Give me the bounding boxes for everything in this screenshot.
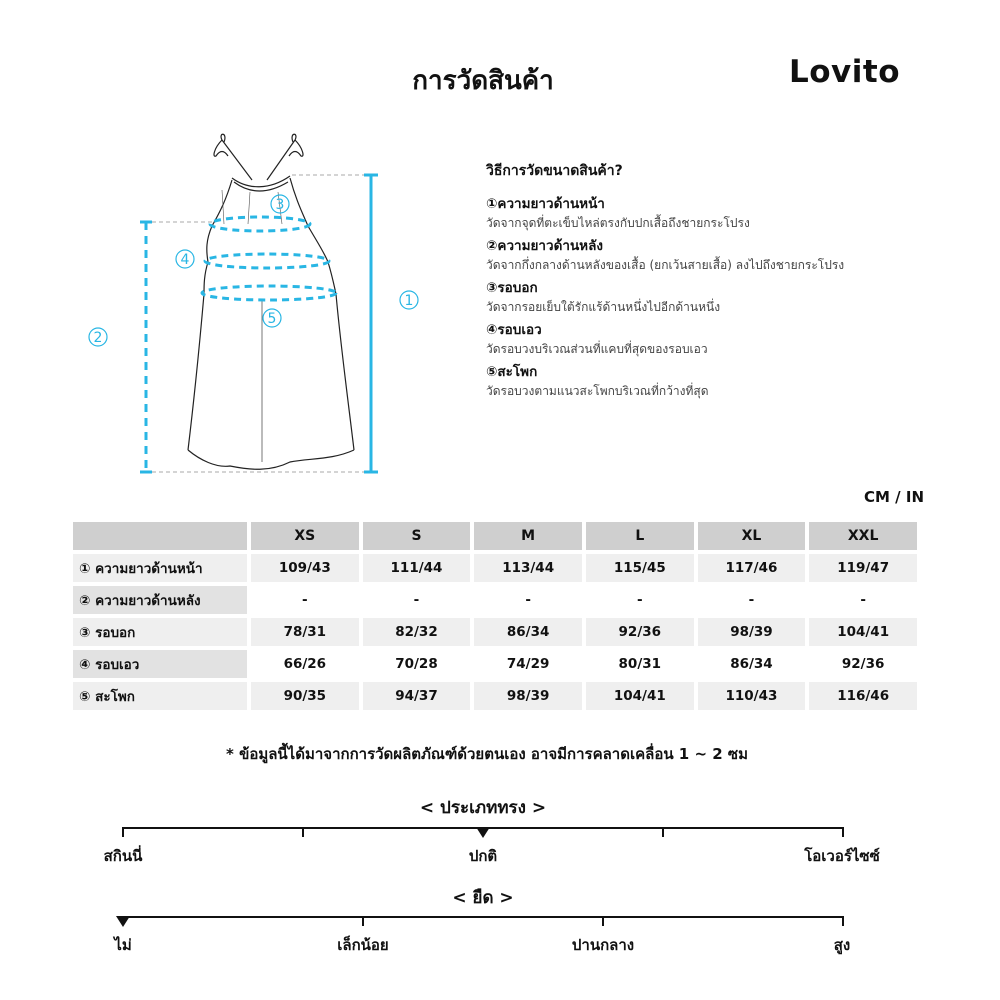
label-4: 4 <box>180 252 190 268</box>
guide-item-title: ④รอบเอว <box>486 322 542 338</box>
table-cell: 98/39 <box>698 618 806 646</box>
size-header: XS <box>251 522 359 550</box>
size-table <box>69 518 921 714</box>
stretch-label-high: สูง <box>833 936 851 954</box>
dashed-extension-lines <box>152 175 364 472</box>
dress-measurement-diagram <box>80 130 440 490</box>
fit-scale-tick <box>842 827 844 837</box>
row-label: ③ รอบอก <box>73 618 247 646</box>
guide-item-title: ⑤สะโพก <box>486 364 538 380</box>
guide-item-bust <box>486 276 946 317</box>
label-3: 3 <box>275 197 285 213</box>
table-cell: 111/44 <box>363 554 471 582</box>
guide-item-desc: วัดจากจุดที่ตะเข็บไหล่ตรงกับปกเสื้อถึงชายกระโปรง <box>486 216 750 230</box>
stretch-scale-tick <box>362 916 364 926</box>
measurement-note: * ข้อมูลนี้ได้มาจากการวัดผลิตภัณฑ์ด้วยตนเอง อาจมีการคลาดเคลื่อน 1 ~ 2 ซม <box>226 745 748 763</box>
table-cell: - <box>809 586 917 614</box>
table-cell: 104/41 <box>586 682 694 710</box>
size-header: XXL <box>809 522 917 550</box>
table-cell: 116/46 <box>809 682 917 710</box>
label-2: 2 <box>93 330 103 346</box>
page-title: การวัดสินค้า <box>412 66 554 96</box>
fit-scale-tick <box>662 827 664 837</box>
row-label: ② ความยาวด้านหลัง <box>73 586 247 614</box>
table-cell: 119/47 <box>809 554 917 582</box>
bust-ellipse <box>210 217 310 231</box>
size-header: XL <box>698 522 806 550</box>
hip-ellipse <box>202 286 336 300</box>
table-cell: 66/26 <box>251 650 359 678</box>
table-cell: 104/41 <box>809 618 917 646</box>
fit-scale-title: < ประเภททรง > <box>419 798 547 818</box>
table-cell: 98/39 <box>474 682 582 710</box>
fit-label-skinny: สกินนี่ <box>103 847 143 865</box>
guide-heading: วิธีการวัดขนาดสินค้า? <box>486 163 623 179</box>
fit-scale-tick <box>302 827 304 837</box>
table-header-row <box>73 522 917 550</box>
table-cell: 82/32 <box>363 618 471 646</box>
row-label: ⑤ สะโพก <box>73 682 247 710</box>
table-cell: 92/36 <box>586 618 694 646</box>
guide-item-front-length <box>486 192 946 233</box>
table-cell: 86/34 <box>474 618 582 646</box>
stretch-label-none: ไม่ <box>114 936 132 954</box>
guide-item-waist <box>486 318 946 359</box>
stretch-label-medium: ปานกลาง <box>571 936 635 954</box>
fit-label-regular: ปกติ <box>468 847 498 865</box>
table-cell: 117/46 <box>698 554 806 582</box>
table-row <box>73 618 917 646</box>
table-cell: 78/31 <box>251 618 359 646</box>
table-cell: 80/31 <box>586 650 694 678</box>
fit-selected-marker-icon <box>476 827 490 838</box>
table-cell: - <box>698 586 806 614</box>
unit-label: CM / IN <box>864 488 924 506</box>
table-cell: 86/34 <box>698 650 806 678</box>
guide-item-title: ③รอบอก <box>486 280 538 296</box>
label-1: 1 <box>404 293 414 309</box>
table-cell: - <box>586 586 694 614</box>
fit-label-oversize: โอเวอร์ไซซ์ <box>804 847 880 865</box>
brand-logo: Lovito <box>788 54 900 90</box>
table-row <box>73 682 917 710</box>
table-corner <box>73 522 247 550</box>
table-cell: 92/36 <box>809 650 917 678</box>
table-cell: - <box>251 586 359 614</box>
guide-item-hip <box>486 360 946 401</box>
label-5: 5 <box>267 311 277 327</box>
table-cell: 70/28 <box>363 650 471 678</box>
guide-item-desc: วัดจากรอยเย็บใต้รักแร้ด้านหนึ่งไปอีกด้านหนึ่ง <box>486 300 721 314</box>
guide-item-title: ①ความยาวด้านหน้า <box>486 196 605 212</box>
stretch-scale-tick <box>842 916 844 926</box>
stretch-label-slight: เล็กน้อย <box>337 936 389 954</box>
table-cell: - <box>474 586 582 614</box>
table-row <box>73 650 917 678</box>
table-cell: 110/43 <box>698 682 806 710</box>
guide-item-desc: วัดจากกึ่งกลางด้านหลังของเสื้อ (ยกเว้นสายเสื้อ) ลงไปถึงชายกระโปรง <box>486 258 845 272</box>
guide-item-desc: วัดรอบวงบริเวณส่วนที่แคบที่สุดของรอบเอว <box>486 342 708 356</box>
table-cell: 115/45 <box>586 554 694 582</box>
dress-illustration <box>188 134 354 469</box>
guide-item-title: ②ความยาวด้านหลัง <box>486 238 603 254</box>
waist-ellipse <box>205 254 329 268</box>
row-label: ④ รอบเอว <box>73 650 247 678</box>
size-header: L <box>586 522 694 550</box>
guide-item-desc: วัดรอบวงตามแนวสะโพกบริเวณที่กว้างที่สุด <box>486 384 709 398</box>
table-cell: - <box>363 586 471 614</box>
stretch-scale-line <box>122 916 844 918</box>
fit-scale-tick <box>122 827 124 837</box>
measurement-guides <box>140 175 378 472</box>
table-row <box>73 554 917 582</box>
table-cell: 94/37 <box>363 682 471 710</box>
size-header: S <box>363 522 471 550</box>
table-row <box>73 586 917 614</box>
table-cell: 109/43 <box>251 554 359 582</box>
stretch-scale-title: < ยืด > <box>452 888 514 908</box>
size-header: M <box>474 522 582 550</box>
table-cell: 90/35 <box>251 682 359 710</box>
row-label: ① ความยาวด้านหน้า <box>73 554 247 582</box>
guide-item-back-length <box>486 234 946 275</box>
stretch-scale-tick <box>602 916 604 926</box>
stretch-selected-marker-icon <box>116 916 130 927</box>
table-cell: 113/44 <box>474 554 582 582</box>
table-cell: 74/29 <box>474 650 582 678</box>
